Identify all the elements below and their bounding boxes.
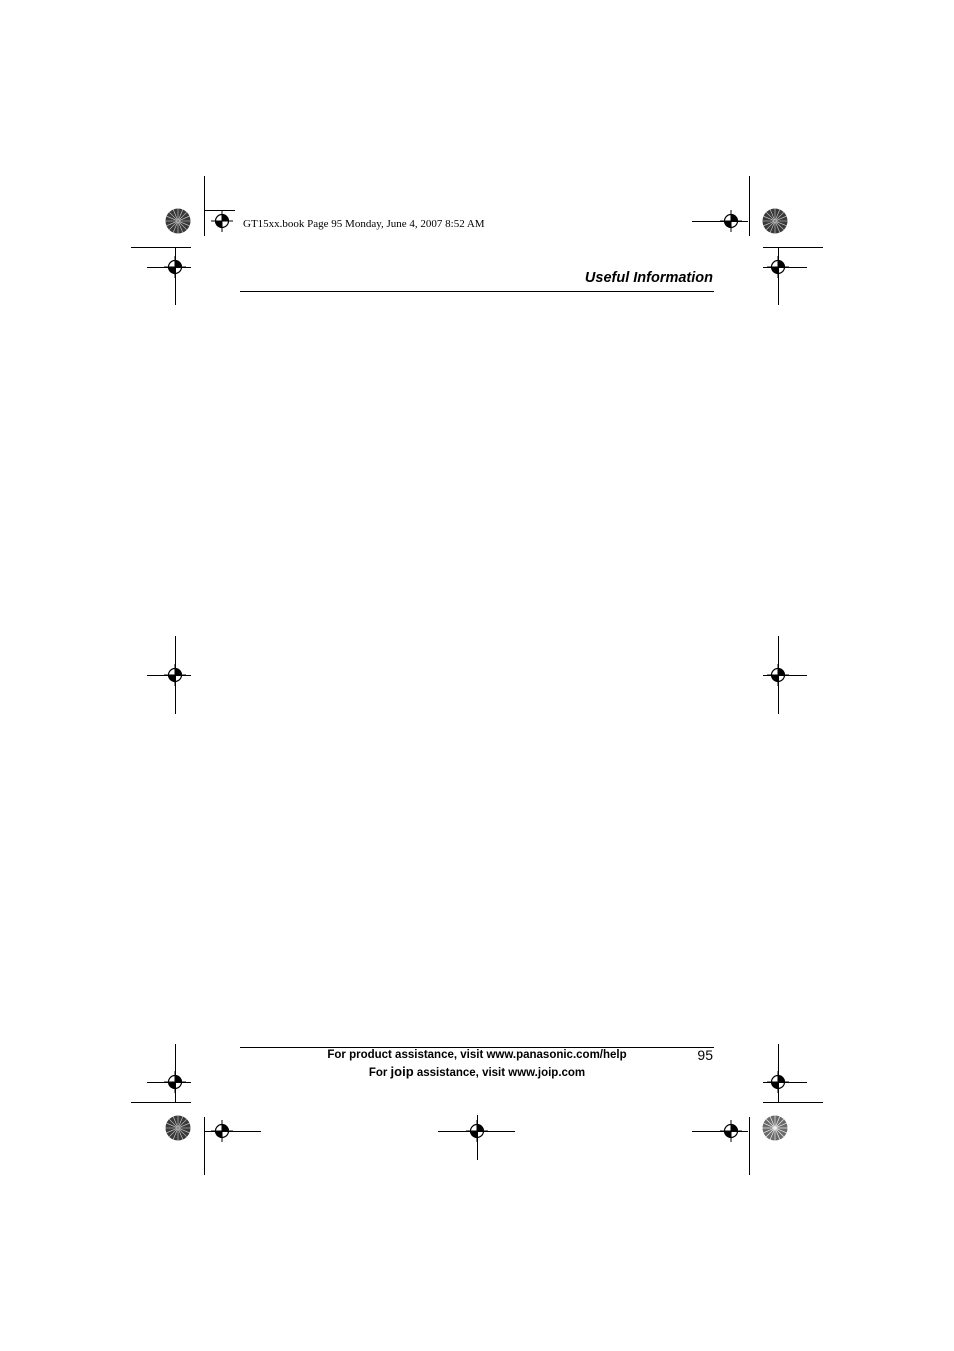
page-header-title: Useful Information <box>584 270 713 286</box>
crosshair-circle-icon <box>211 1120 233 1142</box>
crop-line <box>749 1117 750 1175</box>
page-number: 95 <box>697 1047 713 1063</box>
crosshair-circle-icon <box>466 1120 488 1142</box>
footer-joip-help: assistance, visit www.joip.com <box>416 1067 586 1079</box>
crosshair-circle-icon <box>767 664 789 686</box>
crop-line <box>204 1117 205 1175</box>
crop-line <box>749 176 750 236</box>
crop-line <box>131 1102 191 1103</box>
crosshair-circle-icon <box>211 210 233 232</box>
header-rule <box>240 291 714 292</box>
footer-line-1 <box>240 1049 714 1061</box>
starburst-icon <box>762 208 788 234</box>
footer-panasonic-help: For product assistance, visit www.panasonic.com/help <box>327 1049 627 1061</box>
crop-line <box>131 247 191 248</box>
crop-line <box>147 267 191 268</box>
joip-brand: joip <box>390 1064 414 1079</box>
starburst-icon <box>165 1115 191 1141</box>
starburst-icon <box>762 1115 788 1141</box>
crosshair-circle-icon <box>720 210 742 232</box>
starburst-icon <box>165 208 191 234</box>
crop-line <box>763 247 823 248</box>
crop-line <box>763 1102 823 1103</box>
crop-line <box>763 267 807 268</box>
footer-rule <box>240 1047 714 1048</box>
footer-line-2 <box>240 1064 714 1079</box>
crosshair-circle-icon <box>767 1071 789 1093</box>
crosshair-circle-icon <box>720 1120 742 1142</box>
file-info: GT15xx.book Page 95 Monday, June 4, 2007 8:52 AM <box>243 218 485 230</box>
crosshair-circle-icon <box>164 1071 186 1093</box>
footer-prefix: For <box>368 1067 388 1079</box>
crosshair-circle-icon <box>164 664 186 686</box>
crop-line <box>204 176 205 236</box>
